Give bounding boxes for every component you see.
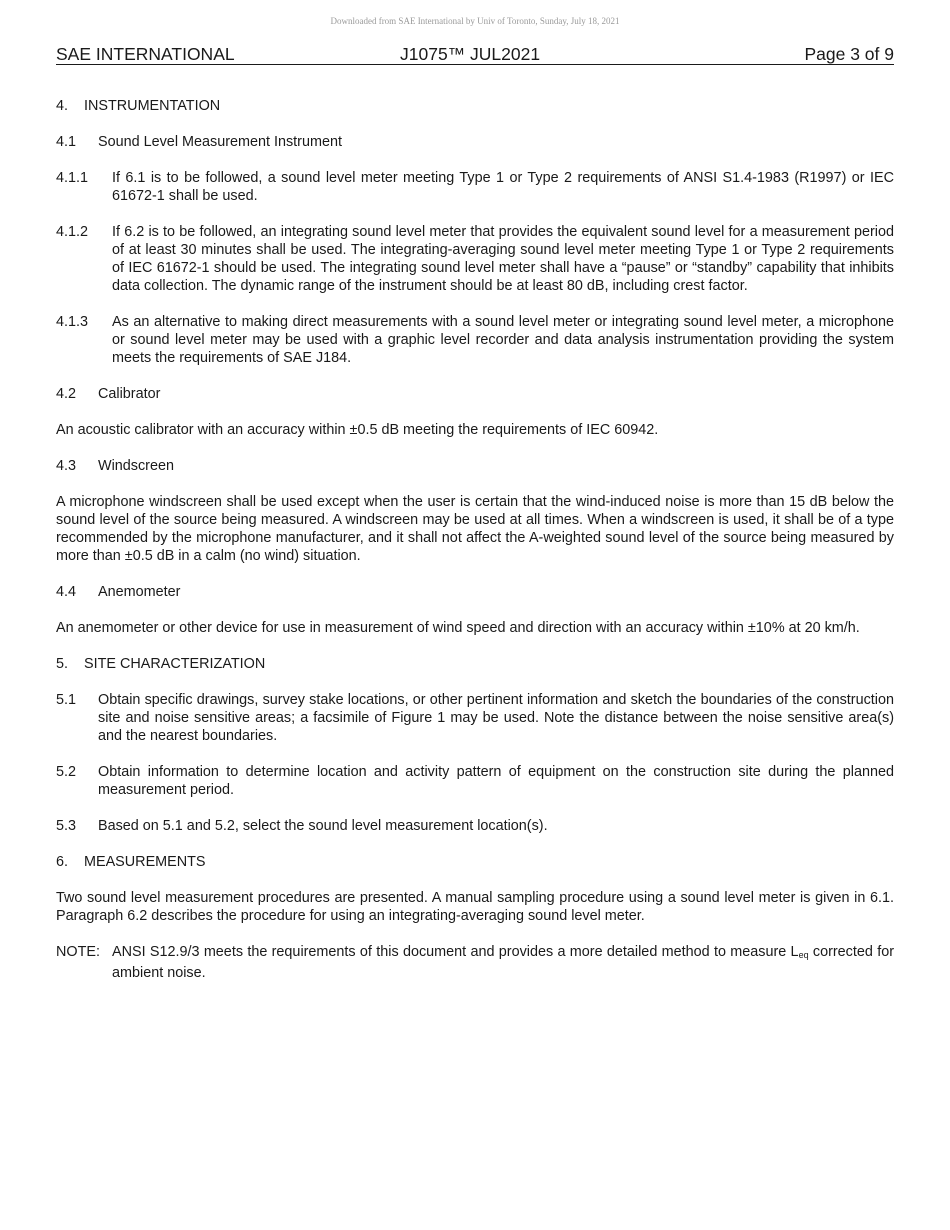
clause-text: If 6.1 is to be followed, a sound level meter meeting Type 1 or Type 2 requirements of ANSI S1.4-1983 (R1997) or IEC 61672-1 shall be used. xyxy=(112,170,894,204)
clause-number: 4.1.2 xyxy=(56,224,89,240)
section-4-4-heading xyxy=(56,583,894,601)
section-6-heading xyxy=(56,853,894,871)
note-text xyxy=(112,943,894,982)
section-number: 4.1 xyxy=(56,134,77,150)
page-header xyxy=(56,44,894,65)
clause-5-2 xyxy=(56,763,894,799)
section-number: 6. xyxy=(56,854,69,870)
section-title: Windscreen xyxy=(98,458,174,474)
section-4-2-heading xyxy=(56,385,894,403)
clause-4-1-3 xyxy=(56,313,894,367)
note-label: NOTE: xyxy=(56,944,100,960)
clause-5-1 xyxy=(56,691,894,745)
section-6-text: Two sound level measurement procedures are presented. A manual sampling procedure using a sound level meter is given in 6.1. Paragraph 6.2 describes the procedure for using an integrating-averaging sound level meter. xyxy=(56,890,894,924)
header-organization: SAE INTERNATIONAL xyxy=(56,44,235,64)
clause-text: Obtain information to determine location and activity pattern of equipment on the construction site during the planned measurement period. xyxy=(98,764,894,798)
clause-text: As an alternative to making direct measurements with a sound level meter or integrating sound level meter, a microphone or sound level meter may be used with a graphic level recorder and data analysis instrumentation providing the system meets the requirements of SAE J184. xyxy=(112,314,894,366)
section-title: INSTRUMENTATION xyxy=(84,98,221,114)
document-body xyxy=(56,97,894,1000)
clause-4-1-2 xyxy=(56,223,894,295)
clause-number: 4.1.1 xyxy=(56,170,89,186)
download-watermark: Downloaded from SAE International by Univ of Toronto, Sunday, July 18, 2021 xyxy=(330,16,620,26)
section-title: Anemometer xyxy=(98,584,181,600)
section-4-2-text: An acoustic calibrator with an accuracy within ±0.5 dB meeting the requirements of IEC 60942. xyxy=(56,422,659,438)
note-text-before: ANSI S12.9/3 meets the requirements of this document and provides a more detailed method to measure L xyxy=(112,944,799,960)
section-number: 4.4 xyxy=(56,584,77,600)
section-number: 4.3 xyxy=(56,458,77,474)
section-4-heading xyxy=(56,97,894,115)
section-title: MEASUREMENTS xyxy=(84,854,206,870)
section-5-heading xyxy=(56,655,894,673)
note-block xyxy=(56,943,894,982)
section-4-3-text: A microphone windscreen shall be used except when the user is certain that the wind-induced noise is more than 15 dB below the sound level of the source being measured. A windscreen may be used at all times. When a windscreen is used, it shall be of a type recommended by the microphone manufacturer, and it shall not affect the A-weighted sound level of the source being measured by more than ±0.5 dB in a calm (no wind) situation. xyxy=(56,494,894,564)
section-number: 4.2 xyxy=(56,386,77,402)
clause-text: Obtain specific drawings, survey stake locations, or other pertinent information and sketch the boundaries of the construction site and noise sensitive areas; a facsimile of Figure 1 may be used. Note the distance between the noise sensitive area(s) and the nearest boundaries. xyxy=(98,692,894,744)
clause-number: 5.1 xyxy=(56,692,77,708)
clause-number: 5.2 xyxy=(56,764,77,780)
section-4-3-heading xyxy=(56,457,894,475)
note-subscript: eq xyxy=(798,950,809,960)
section-4-4-text: An anemometer or other device for use in measurement of wind speed and direction with an accuracy within ±10% at 20 km/h. xyxy=(56,620,860,636)
header-page-number: Page 3 of 9 xyxy=(804,44,894,64)
clause-4-1-1 xyxy=(56,169,894,205)
clause-number: 4.1.3 xyxy=(56,314,89,330)
clause-number: 5.3 xyxy=(56,818,77,834)
section-title: Sound Level Measurement Instrument xyxy=(98,134,342,150)
clause-text: If 6.2 is to be followed, an integrating sound level meter that provides the equivalent sound level for a measurement period of at least 30 minutes shall be used. The integrating-averaging sound level meter meeting Type 1 or Type 2 requirements of IEC 61672-1 should be used. The integrating sound level meter shall have a “pause” or “standby” capability that inhibits data collection. The dynamic range of the instrument should be at least 80 dB, including crest factor. xyxy=(112,224,894,294)
section-title: Calibrator xyxy=(98,386,161,402)
header-document-id: J1075™ JUL2021 xyxy=(400,44,541,64)
section-title: SITE CHARACTERIZATION xyxy=(84,656,266,672)
section-number: 4. xyxy=(56,98,69,114)
clause-5-3 xyxy=(56,817,894,835)
clause-text: Based on 5.1 and 5.2, select the sound level measurement location(s). xyxy=(98,818,548,834)
section-number: 5. xyxy=(56,656,69,672)
note-text-after: corrected for ambient noise. xyxy=(112,944,894,981)
section-4-1-heading xyxy=(56,133,894,151)
